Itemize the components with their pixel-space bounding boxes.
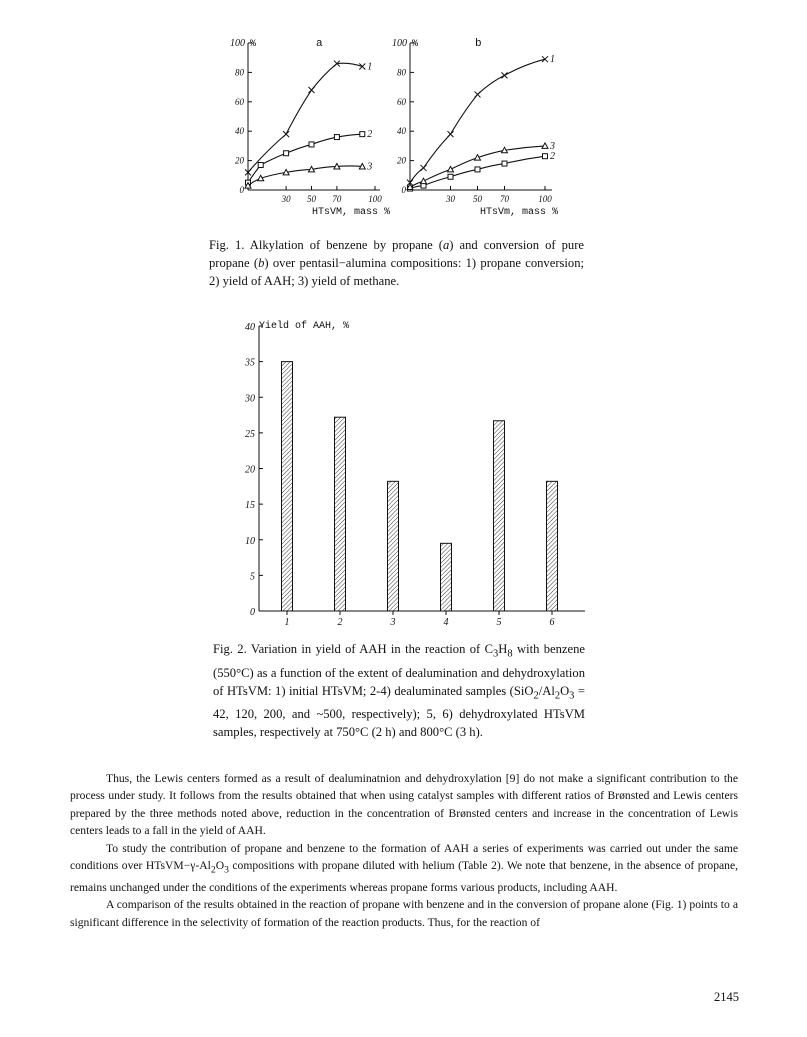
fig2-bar-4 <box>441 543 452 611</box>
fig2-caption: Fig. 2. Variation in yield of AAH in the reaction of $C_3H_8$ with benzene (550°C) as a function of the extent of dealumination and dehydroxylation of HTsVM: 1) initial HTsVM; 2-4) dealuminated samples ($SiO_2/Al_2O_3 = 42$, 120, 200, and ~500, respectively); 5, 6) dehydroxylated HTsVM samples, respectively at 750°C (2 h) and 800°C (3 h). <box>213 642 585 740</box>
fig1b-point-x <box>475 91 481 97</box>
fig1a-xtick-label: 70 <box>332 194 342 204</box>
fig1b-point-triangle <box>448 166 454 172</box>
fig1a-ytick-label: 0 <box>239 185 244 195</box>
fig1a-ytick-label: 80 <box>235 67 244 78</box>
fig1a-point-square <box>334 135 339 140</box>
fig1b-series <box>407 54 555 191</box>
body-text <box>70 770 738 931</box>
fig1b-point-square <box>543 154 548 159</box>
figure-2 <box>225 312 595 632</box>
fig2-xtick-label: 6 <box>549 617 555 628</box>
fig1b-point-square <box>448 174 453 179</box>
fig1b-ytick-100: 100 <box>392 38 407 49</box>
fig1a-point-square <box>284 151 289 156</box>
fig1b-point-square <box>475 167 480 172</box>
fig1b-axis-ticks <box>397 43 552 204</box>
fig1b-xtick-label: 30 <box>446 194 455 204</box>
fig2-bar-5 <box>494 421 505 611</box>
fig1a-point-square <box>360 132 365 137</box>
fig1a-series-3-line <box>248 166 362 186</box>
fig1b-point-triangle <box>421 178 427 184</box>
fig1b-x-label: HTsVm, mass % <box>480 207 559 218</box>
fig1b-ytick-label: 20 <box>397 155 406 166</box>
fig1a-x-label: HTsVM, mass % <box>312 207 391 218</box>
fig1a-y-label: % <box>250 39 257 50</box>
fig1b-xtick-label: 100 <box>538 194 552 204</box>
paragraph-3: A comparison of the results obtained in the reaction of propane with benzene and in the conversion of propane alone (Fig. 1) points to a significant difference in the selectivity of formation of the reaction products. Thus, for the reaction of <box>70 898 738 929</box>
fig1a-series-label: 2 <box>367 129 373 141</box>
fig1a-series-label: 1 <box>367 61 373 73</box>
fig2-ytick-label: 40 <box>245 322 255 333</box>
fig1b-xtick-label: 50 <box>473 194 482 204</box>
fig1a-xtick-label: 100 <box>368 194 382 204</box>
fig2-bar-2 <box>335 417 346 611</box>
fig1a-ytick-label: 60 <box>235 96 244 107</box>
fig2-y-label: Yield of AAH, % <box>259 321 350 332</box>
fig1-panel-b <box>392 38 558 218</box>
fig1a-series-label: 3 <box>367 161 373 173</box>
fig2-xtick-label: 2 <box>337 617 343 628</box>
fig1b-xtick-label: 70 <box>500 194 509 204</box>
fig1a-series-2-line <box>248 134 362 183</box>
fig2-ytick-label: 0 <box>250 607 255 618</box>
fig1a-xtick-label: 30 <box>281 194 291 204</box>
fig2-bar-1 <box>282 362 293 611</box>
fig1a-ytick-label: 20 <box>235 155 244 166</box>
fig1a-ytick-label: 40 <box>235 126 244 137</box>
fig1b-series-label: 3 <box>550 140 555 152</box>
fig2-ytick-label: 10 <box>245 535 255 547</box>
fig2-bar-6 <box>547 481 558 611</box>
fig1-caption: Fig. 1. Alkylation of benzene by propane (a) and conversion of pure propane (b) over pentasil−alumina compositions: 1) propane conversion; 2) yield of AAH; 3) yield of methane. <box>209 238 585 288</box>
paragraph-1: Thus, the Lewis centers formed as a result of dealuminatnion and dehydroxylation [9] do not make a significant contribution to the process under study. It follows from the results obtained that when using catalyst samples with different ratios of Brønsted and Lewis centers prepared by the three methods noted above, reduction in the concentration of Brønsted centers and increase in the concentration of Lewis centers leads to a fall in the yield of AAH. <box>70 772 738 838</box>
fig1b-point-x <box>448 131 454 137</box>
fig1b-ytick-label: 40 <box>397 126 406 137</box>
fig1a-series <box>245 61 372 189</box>
fig1a-xtick-label: 50 <box>307 194 316 204</box>
fig2-ytick-label: 15 <box>245 500 255 512</box>
fig2-bars <box>282 362 558 611</box>
page-number: 2145 <box>714 990 739 1004</box>
fig1b-ytick-label: 60 <box>397 96 406 107</box>
fig1a-point-square <box>258 163 263 168</box>
fig2-ytick-label: 20 <box>245 464 255 476</box>
fig1a-point-x <box>309 87 315 93</box>
fig1b-point-x <box>502 72 508 78</box>
fig2-ytick-label: 30 <box>245 393 255 405</box>
fig1b-y-label: % <box>412 39 419 50</box>
fig1b-point-square <box>502 161 507 166</box>
fig1a-label: a <box>316 38 323 50</box>
fig2-xtick-label: 5 <box>496 617 502 628</box>
fig2-xtick-label: 4 <box>443 617 449 628</box>
fig1a-series-1-line <box>248 63 362 172</box>
fig1b-point-x <box>421 165 427 171</box>
fig1a-point-square <box>309 142 314 147</box>
fig1b-series-label: 1 <box>550 54 555 66</box>
fig1b-ytick-label: 80 <box>397 67 406 78</box>
fig2-ytick-label: 25 <box>245 428 255 440</box>
fig1a-point-x <box>283 131 289 137</box>
fig2-bar-3 <box>388 481 399 611</box>
fig2-ytick-label: 5 <box>250 571 255 583</box>
fig2-ytick-label: 35 <box>245 357 255 369</box>
fig1b-series-label: 2 <box>550 151 555 163</box>
fig1b-label: b <box>475 38 482 50</box>
fig1a-point-x <box>359 64 365 70</box>
figure-1 <box>200 30 580 225</box>
fig2-xtick-label: 3 <box>390 617 396 628</box>
fig1a-ytick-100: 100 <box>230 38 245 49</box>
fig1b-ytick-label: 0 <box>401 185 406 195</box>
fig1-panel-a <box>230 38 390 218</box>
fig2-xtick-label: 1 <box>284 617 290 628</box>
paragraph-2: To study the contribution of propane and benzene to the formation of AAH a series of experiments was carried out under the same conditions over $HTsVM-\gamma-Al_2O_3$ compositions with propane diluted with helium (Table 2). We note that benzene, in the absence of propane, remains unchanged under the conditions of the experiments whereas propane forms various products, including AAH. <box>70 841 738 894</box>
fig1b-series-1-line <box>410 59 545 182</box>
